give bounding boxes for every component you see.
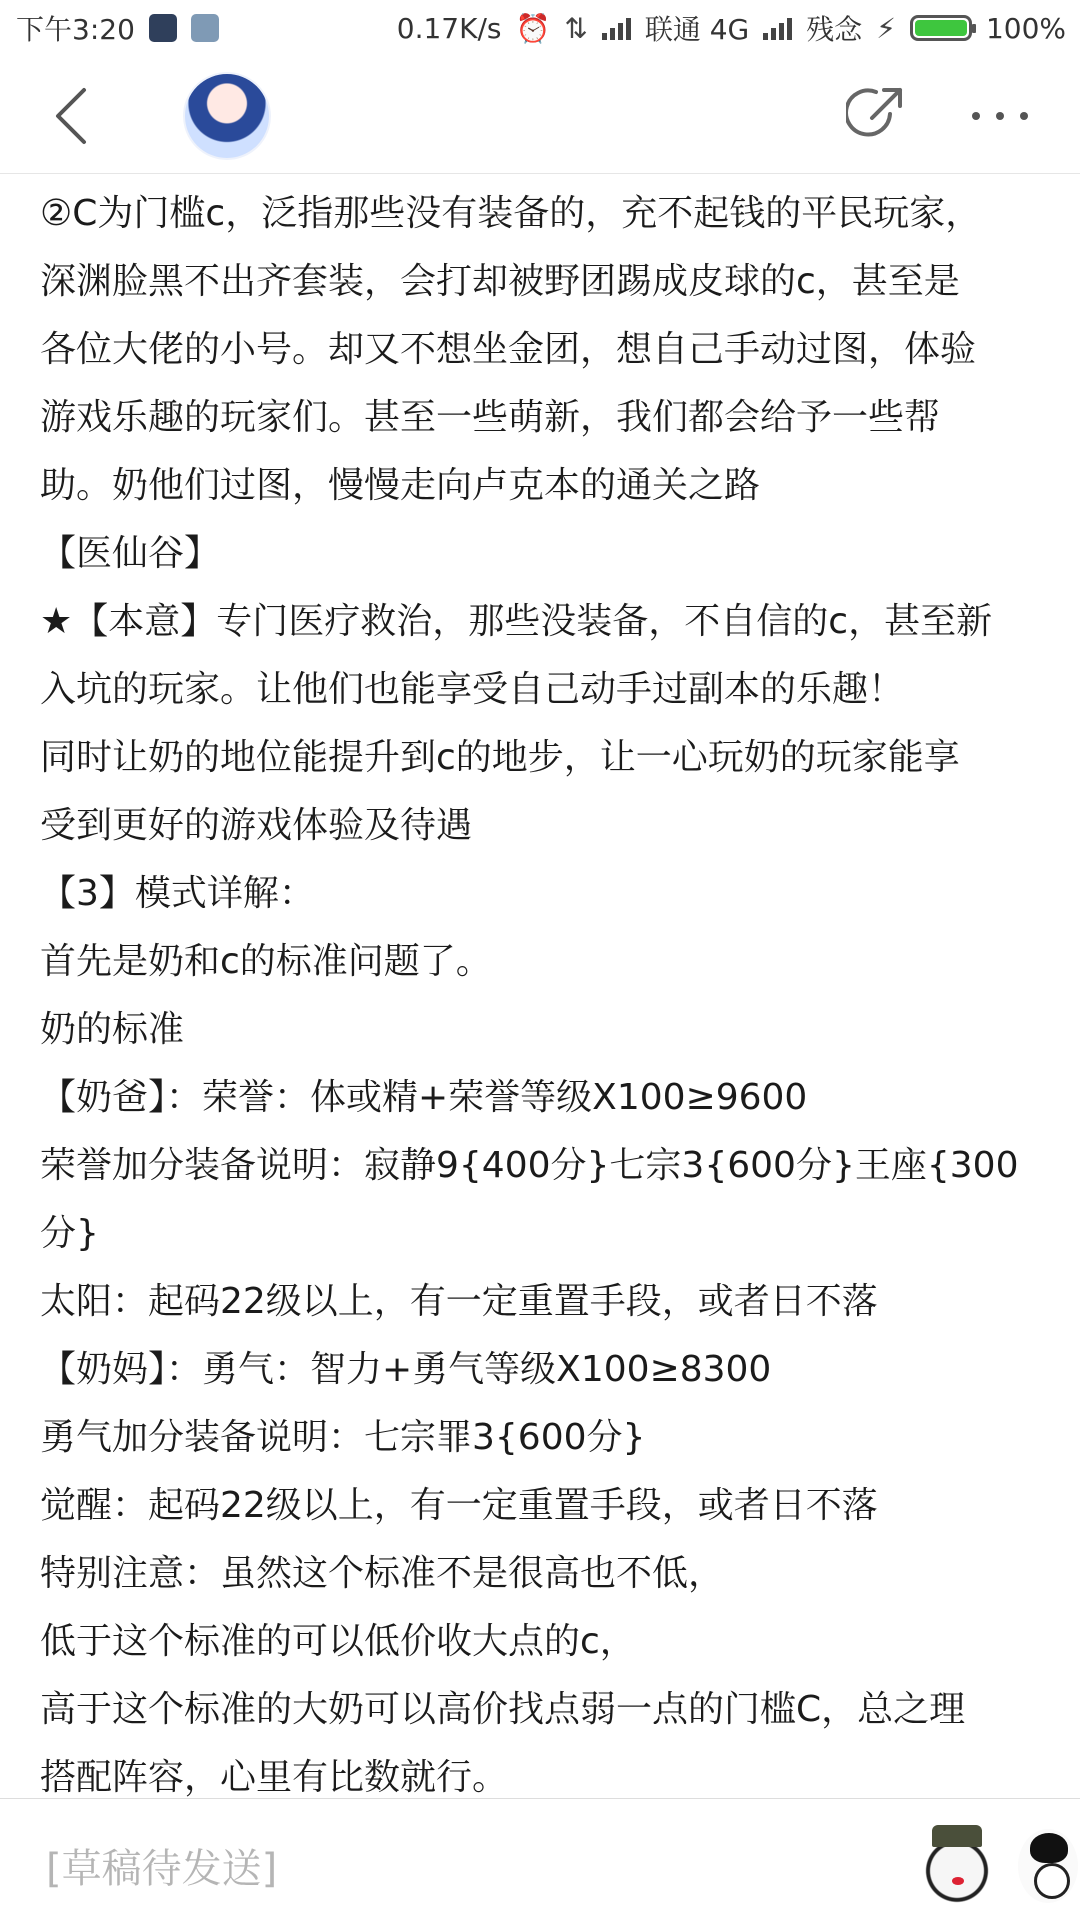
post-text-line: 奶的标准 bbox=[40, 1009, 185, 1050]
signal-icon-secondary bbox=[763, 16, 792, 40]
post-text-line: 入坑的玩家。让他们也能享受自己动手过副本的乐趣！ bbox=[40, 669, 905, 710]
avatar[interactable] bbox=[183, 72, 271, 160]
post-text-line: 深渊脸黑不出齐套装，会打却被野团踢成皮球的c，甚至是 bbox=[40, 261, 960, 302]
post-text-line: 觉醒：起码22级以上，有一定重置手段，或者日不落 bbox=[40, 1485, 878, 1526]
post-text-line: 【奶妈】：勇气：智力+勇气等级X100≥8300 bbox=[40, 1349, 772, 1390]
back-button[interactable] bbox=[52, 86, 92, 146]
power-saving-icon: ⚡ bbox=[876, 11, 896, 45]
post-text-line: 各位大佬的小号。却又不想坐金团，想自己手动过图，体验 bbox=[40, 329, 977, 370]
back-icon bbox=[52, 86, 92, 146]
post-text-line: 首先是奶和c的标准问题了。 bbox=[40, 941, 492, 982]
post-text-line: 【医仙谷】 bbox=[40, 533, 221, 574]
more-dot-icon bbox=[1020, 112, 1028, 120]
alarm-icon: ⏰ bbox=[515, 11, 551, 45]
more-dot-icon bbox=[972, 112, 980, 120]
share-icon bbox=[846, 84, 906, 144]
post-text-line: 受到更好的游戏体验及待遇 bbox=[40, 805, 473, 846]
post-text-line: 同时让奶的地位能提升到c的地步，让一心玩奶的玩家能享 bbox=[40, 737, 960, 778]
post-text-line: 荣誉加分装备说明：寂静9{400分}七宗3{600分}王座{300 bbox=[40, 1145, 1019, 1186]
draft-input[interactable]: [草稿待发送] bbox=[46, 1846, 278, 1892]
post-text-line: 高于这个标准的大奶可以高价找点弱一点的门槛C，总之理 bbox=[40, 1689, 966, 1730]
signal-icon bbox=[602, 16, 631, 40]
more-button[interactable] bbox=[972, 106, 1028, 126]
reply-bar bbox=[0, 1798, 1080, 1920]
share-button[interactable] bbox=[846, 84, 906, 144]
post-text-line: ★【本意】专门医疗救治，那些没装备，不自信的c，甚至新 bbox=[40, 601, 993, 642]
post-text-line: 游戏乐趣的玩家们。甚至一些萌新，我们都会给予一些帮 bbox=[40, 397, 941, 438]
status-bar-right bbox=[397, 8, 1066, 48]
carrier-primary: 联通 4G bbox=[644, 13, 750, 46]
status-bar-left bbox=[16, 8, 219, 48]
post-text-line: 太阳：起码22级以上，有一定重置手段，或者日不落 bbox=[40, 1281, 878, 1322]
post-text-line: ②C为门槛c，泛指那些没有装备的，充不起钱的平民玩家， bbox=[40, 193, 982, 234]
notes-app-icon bbox=[191, 14, 219, 42]
battery-percent: 100% bbox=[985, 11, 1066, 45]
battery-icon bbox=[910, 15, 972, 41]
post-text-line: 勇气加分装备说明：七宗罪3{600分} bbox=[40, 1417, 646, 1458]
terminal-app-icon bbox=[149, 14, 177, 42]
post-text-line: 搭配阵容，心里有比数就行。 bbox=[40, 1757, 509, 1798]
post-text-line: 助。奶他们过图，慢慢走向卢克本的通关之路 bbox=[40, 465, 761, 506]
meme-sticker-icon[interactable] bbox=[1018, 1829, 1078, 1903]
data-transfer-icon: ⇅ bbox=[564, 11, 588, 45]
post-content bbox=[40, 180, 1050, 1798]
post-text-line: 分} bbox=[40, 1213, 99, 1254]
post-text-line: 特别注意：虽然这个标准不是很高也不低， bbox=[40, 1553, 725, 1594]
post-text-line: 低于这个标准的可以低价收大点的c， bbox=[40, 1621, 636, 1662]
battery-fill bbox=[915, 20, 967, 36]
post-text-line: 【3】模式详解： bbox=[40, 873, 315, 914]
status-bar bbox=[0, 0, 1080, 56]
post-text-line: 【奶爸】：荣誉：体或精+荣誉等级X100≥9600 bbox=[40, 1077, 808, 1118]
carrier-secondary: 残念 bbox=[806, 13, 863, 46]
more-dot-icon bbox=[996, 112, 1004, 120]
title-bar bbox=[0, 56, 1080, 174]
network-speed: 0.17K/s bbox=[396, 11, 502, 45]
status-time: 下午3:20 bbox=[16, 13, 135, 46]
emoji-sticker-icon[interactable] bbox=[914, 1821, 1000, 1907]
